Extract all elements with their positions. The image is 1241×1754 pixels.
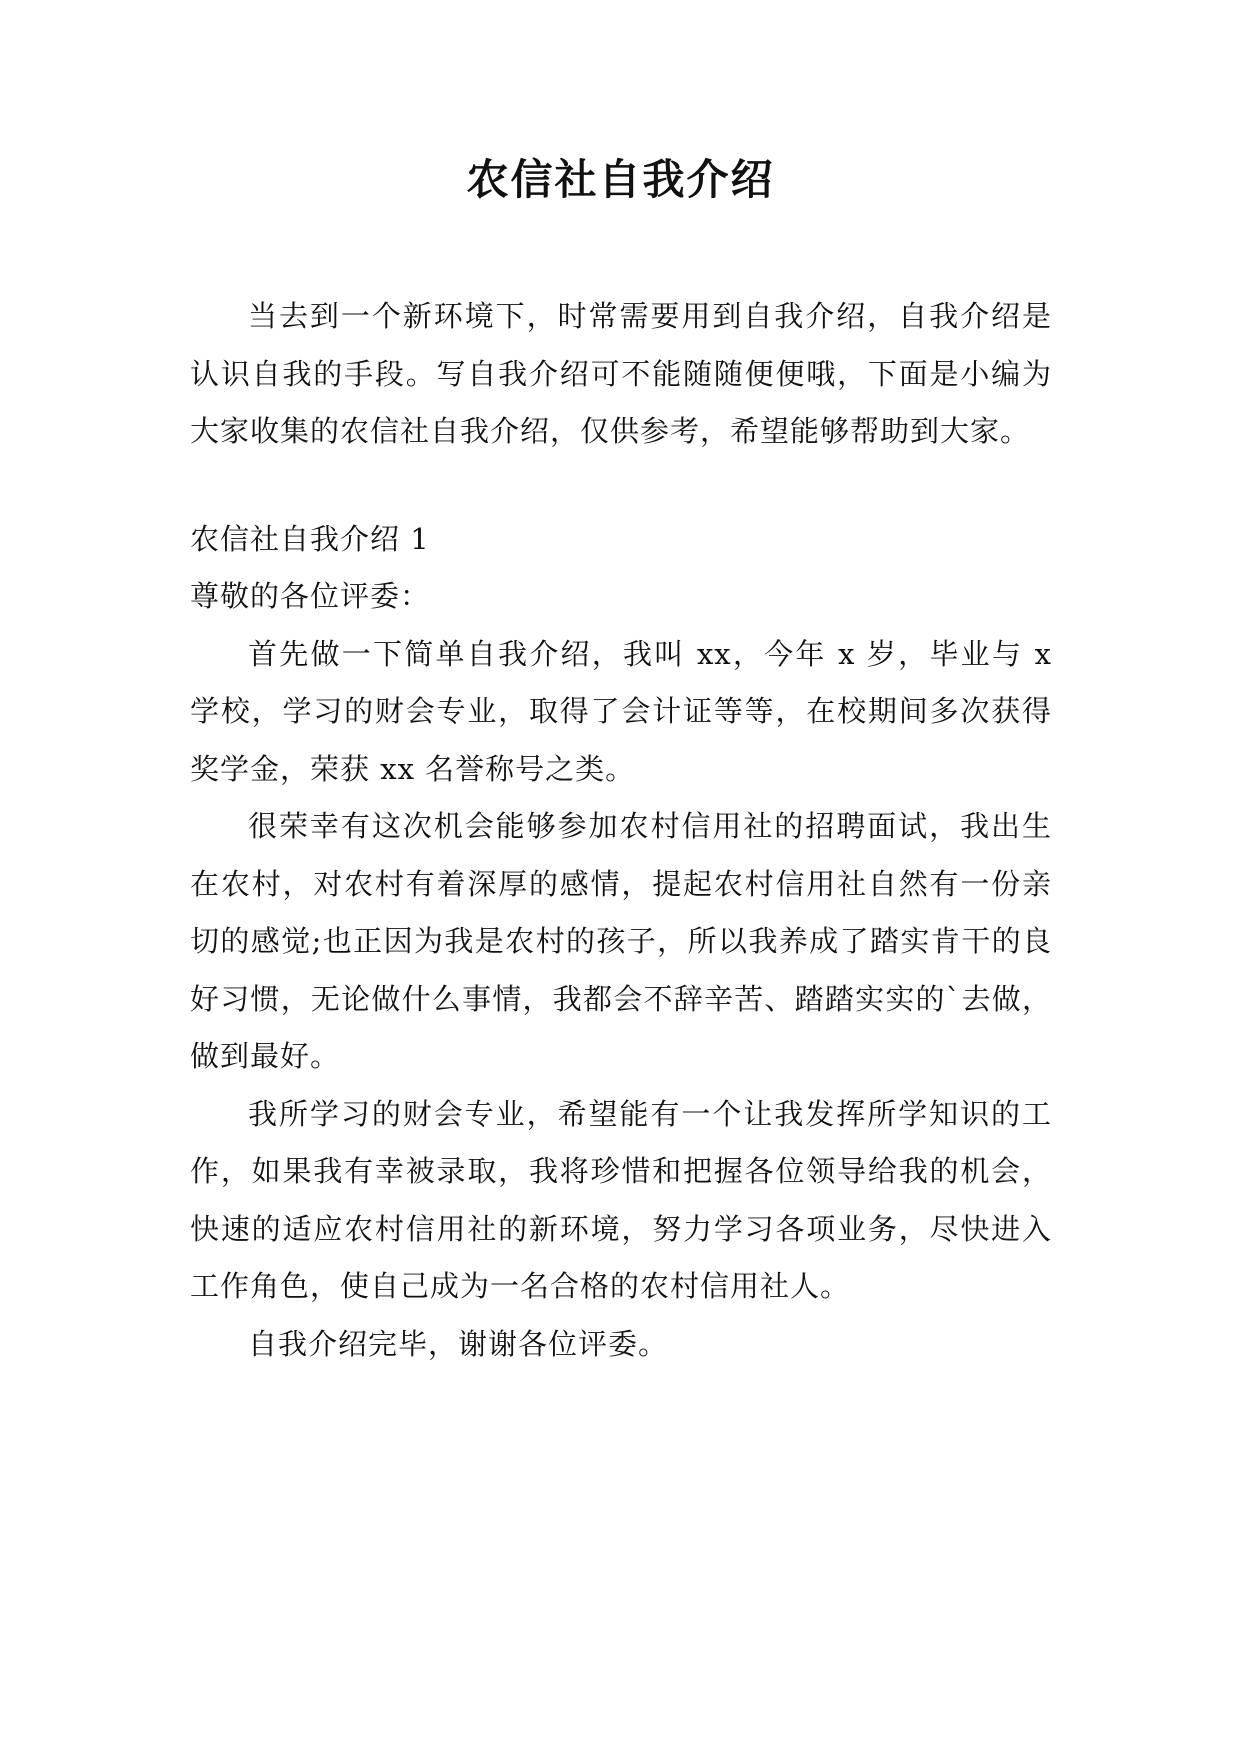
body-paragraph-3: 我所学习的财会专业，希望能有一个让我发挥所学知识的工作，如果我有幸被录取，我将珍惜和把握各位领导给我的机会，快速的适应农村信用社的新环境，努力学习各项业务，尽快进入工作角色，使自己成为一名合格的农村信用社人。: [190, 1096, 1052, 1303]
document-title: 农信社自我介绍: [466, 155, 775, 204]
closing-paragraph: 自我介绍完毕，谢谢各位评委。: [248, 1326, 669, 1361]
salutation: 尊敬的各位评委：: [190, 579, 431, 613]
document-body: [190, 288, 1052, 1373]
intro-paragraph: 当去到一个新环境下，时常需要用到自我介绍，自我介绍是认识自我的手段。写自我介绍可不能随随便便哦，下面是小编为大家收集的农信社自我介绍，仅供参考，希望能够帮助到大家。: [190, 299, 1052, 448]
body-paragraph-2: 很荣幸有这次机会能够参加农村信用社的招聘面试，我出生在农村，对农村有着深厚的感情，提起农村信用社自然有一份亲切的感觉;也正因为我是农村的孩子，所以我养成了踏实肯干的良好习惯，无论做什么事情，我都会不辞辛苦、踏踏实实的`去做，做到最好。: [190, 809, 1052, 1073]
section-heading: 农信社自我介绍 1: [190, 521, 430, 556]
body-paragraph-1: 首先做一下简单自我介绍，我叫 xx，今年 x 岁，毕业与 x 学校，学习的财会专业，取得了会计证等等，在校期间多次获得奖学金，荣获 xx 名誉称号之类。: [190, 636, 1052, 786]
